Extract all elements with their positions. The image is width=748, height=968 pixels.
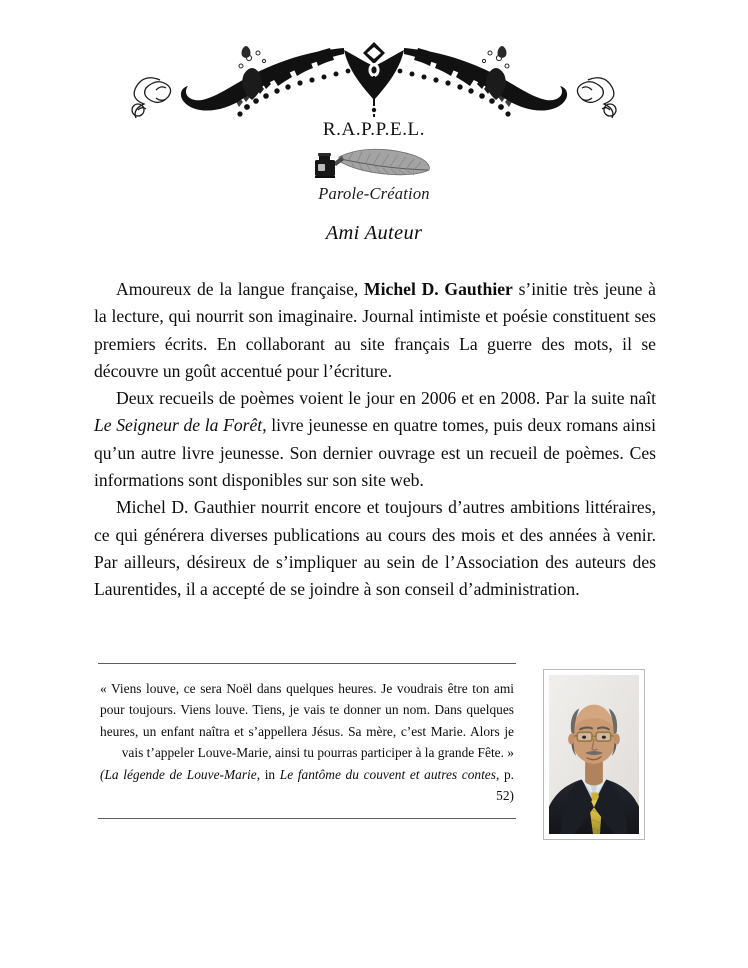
- text-run-2: s’initie très jeune à la lecture, qui nourrit son imaginaire. Journal intimiste et poésie constituent ses premiers écrits. En collaborant au site français La guerre des mots, il se découvre un goût accentué pour l’écriture.: [94, 279, 656, 381]
- quote-rule-top: [98, 663, 516, 664]
- paragraph-2: [94, 385, 656, 494]
- text-run-1: Le Seigneur de la Forêt: [94, 415, 263, 436]
- portrait-graphic: [549, 675, 639, 834]
- quote-text: « Viens louve, ce sera Noël dans quelques heures. Je voudrais être ton ami pour toujours. Viens louve. Tiens, je vais te donner un nom. Dans quelques heures, un enfant naîtra et s’appellera Jésus. Sa mère, c’est Marie. Alors je vais t’appeler Louve-Marie, ainsi tu pourras participer à la grande Fête. »: [100, 681, 514, 761]
- article-body: [94, 276, 656, 604]
- quote-source-in-word: in: [264, 766, 276, 782]
- brand-name: R.A.P.P.E.L.: [322, 119, 426, 140]
- quote-source-collection-title: Le fantôme du couvent et autres contes: [279, 766, 496, 782]
- text-run-0: Amoureux de la langue française,: [116, 279, 365, 299]
- inkwell-and-quill-icon: [309, 143, 439, 183]
- text-run-0: Deux recueils de poèmes voient le jour en 2006 et en 2008. Par la suite naît: [116, 388, 656, 409]
- brand-tagline: Parole-Création: [318, 183, 430, 203]
- author-portrait-photo: [549, 675, 639, 834]
- quote-source-work-title: La légende de Louve-Marie: [104, 766, 257, 782]
- floral-flourish-ornament: [94, 28, 654, 118]
- text-run-2: , livre jeunesse en quatre tomes, puis deux romans ainsi qu’un autre livre jeunesse. Son dernier ouvrage est un recueil de poèmes. Ces informations sont disponibles sur son site web.: [94, 415, 657, 491]
- pull-quote-block: [98, 655, 516, 819]
- text-run-1: Michel D. Gauthier: [364, 279, 513, 299]
- quill-logo-graphic: [309, 143, 439, 183]
- paragraph-1: [94, 276, 656, 385]
- quote-source-page-reference: , p. 52): [495, 766, 514, 804]
- page-title: Ami Auteur: [325, 222, 423, 244]
- text-run-0: Michel D. Gauthier nourrit encore et toujours d’autres ambitions littéraires, ce qui générera diverses publications au cours des mois et des années à venir. Par ailleurs, désireux de s’impliquer au sein de l’Association des auteurs des Laurentides, il a accepté de se joindre à son conseil d’administration.: [94, 497, 656, 600]
- quote-source: [98, 764, 516, 807]
- masthead: [0, 0, 748, 204]
- brand-block: [94, 120, 654, 204]
- quote-source-open-paren: (: [100, 766, 105, 782]
- header-ornament: [94, 28, 654, 118]
- author-portrait-frame: [543, 669, 645, 840]
- quote-rule-bottom: [98, 818, 516, 819]
- paragraph-3: [94, 494, 656, 603]
- quote-source-comma: ,: [256, 766, 265, 782]
